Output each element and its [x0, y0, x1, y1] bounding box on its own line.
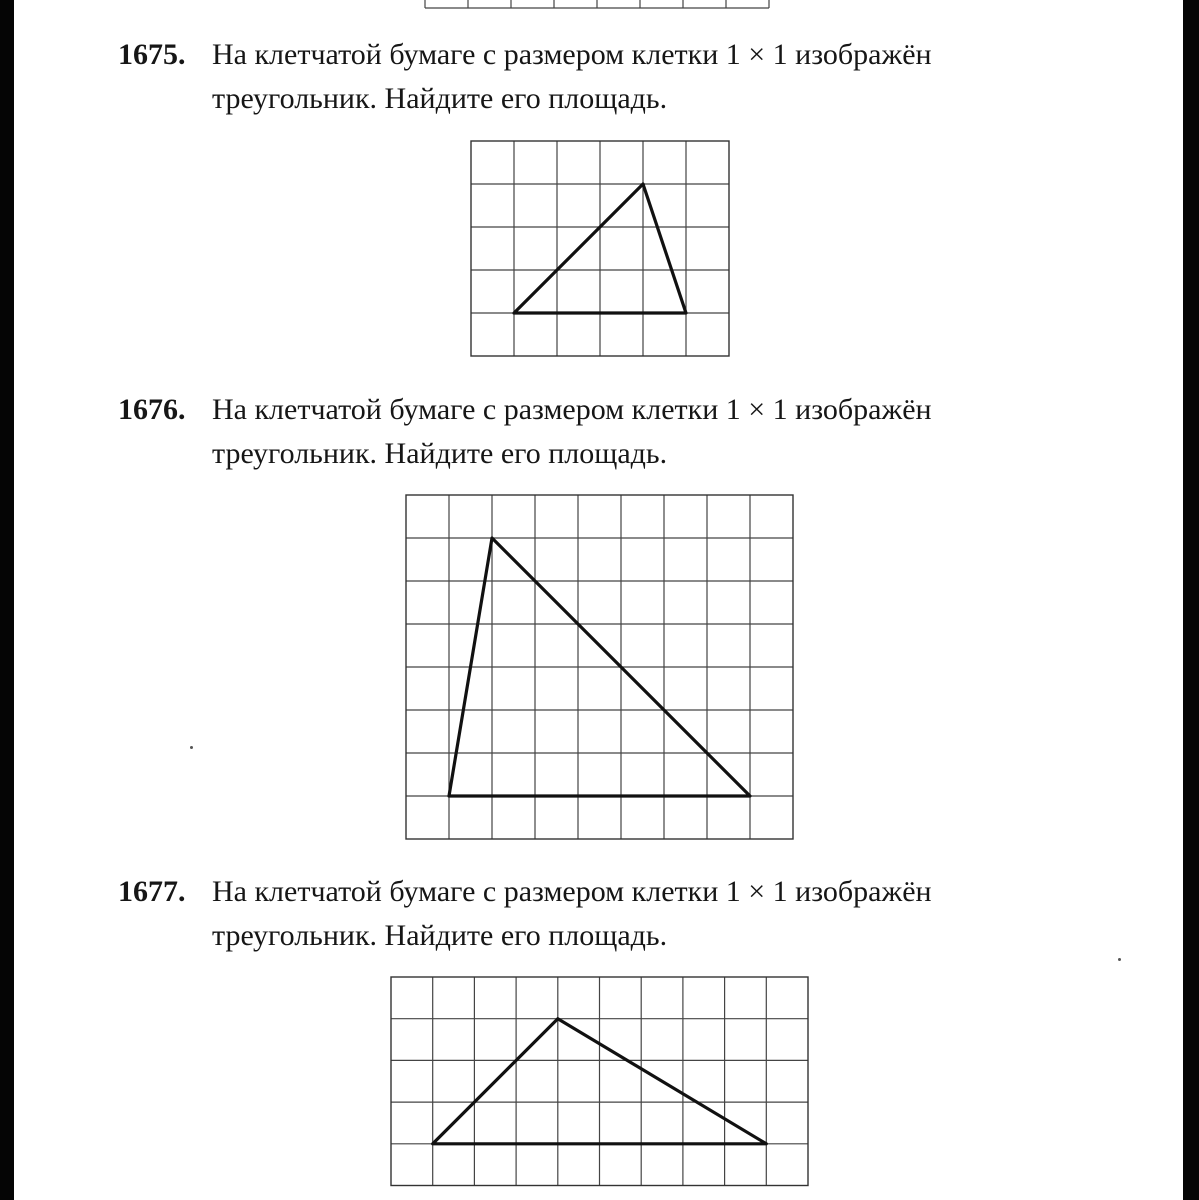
problem-1676-figure [405, 494, 794, 840]
problem-number: 1677. [118, 875, 186, 908]
problem-statement-line1: На клетчатой бумаге с размером клетки 1 × 1 изображён [212, 393, 932, 426]
problem-statement-line1: На клетчатой бумаге с размером клетки 1 × 1 изображён [212, 875, 932, 908]
grid-lines [391, 977, 808, 1186]
problem-1675-text [118, 33, 1128, 121]
problem-1675-line1 [118, 33, 1128, 77]
scan-border-left [0, 0, 14, 1200]
problem-1675-figure [470, 140, 730, 357]
problem-statement-line2: треугольник. Найдите его площадь. [212, 919, 668, 952]
problem-1676-text [118, 388, 1128, 476]
problem-1676-line1 [118, 388, 1128, 432]
problem-statement-line1: На клетчатой бумаге с размером клетки 1 × 1 изображён [212, 38, 932, 71]
problem-number: 1675. [118, 38, 186, 71]
previous-figure-remnant [425, 0, 775, 10]
problem-number: 1676. [118, 393, 186, 426]
problem-1677-figure [390, 976, 809, 1187]
problem-1677-text [118, 870, 1128, 958]
problem-statement-line2: треугольник. Найдите его площадь. [212, 82, 668, 115]
grid-lines [471, 141, 729, 356]
scan-speck [1118, 958, 1121, 961]
problem-statement-line2: треугольник. Найдите его площадь. [212, 437, 668, 470]
scan-border-right [1183, 0, 1199, 1200]
scan-speck [190, 746, 193, 749]
grid-lines [406, 495, 793, 839]
problem-1677-line1 [118, 870, 1128, 914]
